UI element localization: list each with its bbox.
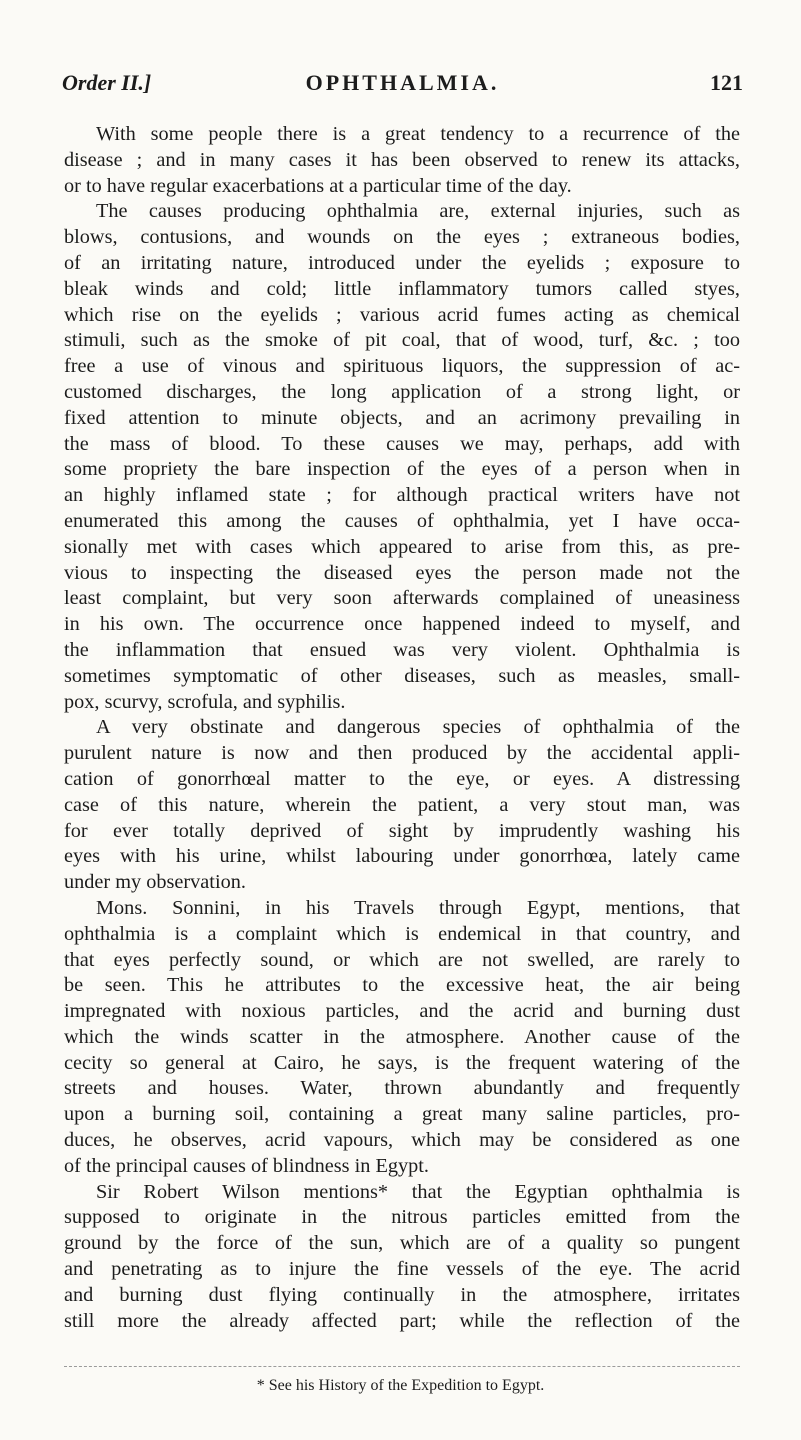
text-line: free a use of vinous and spirituous liquors, the suppression of ac-: [64, 355, 740, 378]
text-line: and burning dust flying continually in the atmosphere, irritates: [64, 1283, 740, 1306]
text-line: sometimes symptomatic of other diseases, such as measles, small-: [64, 664, 740, 687]
text-line: Sir Robert Wilson mentions* that the Egyptian ophthalmia is: [96, 1180, 740, 1203]
text-line: that eyes perfectly sound, or which are not swelled, are rarely to: [64, 948, 740, 971]
text-line: A very obstinate and dangerous species of ophthalmia of the: [96, 716, 740, 739]
text-line: and penetrating as to injure the fine vessels of the eye. The acrid: [64, 1258, 740, 1281]
text-line: some propriety the bare inspection of the eyes of a person when in: [64, 458, 740, 481]
text-line: sionally met with cases which appeared to arise from this, as pre-: [64, 535, 740, 558]
text-line: ground by the force of the sun, which are of a quality so pungent: [64, 1232, 740, 1255]
text-line: which the winds scatter in the atmosphere. Another cause of the: [64, 1025, 740, 1048]
text-line: be seen. This he attributes to the excessive heat, the air being: [64, 974, 740, 997]
running-header: [62, 70, 743, 110]
text-line: customed discharges, the long application of a strong light, or: [64, 380, 740, 403]
page-title: OPHTHALMIA.: [305, 70, 500, 95]
text-line: duces, he observes, acrid vapours, which may be considered as one: [64, 1129, 740, 1152]
text-line: or to have regular exacerbations at a particular time of the day.: [64, 174, 572, 197]
text-line: an highly inflamed state ; for although practical writers have not: [64, 484, 740, 507]
text-line: of an irritating nature, introduced under the eyelids ; exposure to: [64, 251, 740, 274]
text-line: still more the already affected part; while the reflection of the: [64, 1309, 740, 1332]
footnote: * See his History of the Expedition to Egypt.: [256, 1377, 545, 1394]
text-line: pox, scurvy, scrofula, and syphilis.: [64, 690, 346, 713]
text-line: case of this nature, wherein the patient, a very stout man, was: [64, 793, 740, 816]
body-text: [64, 122, 740, 1334]
text-line: blows, contusions, and wounds on the eyes ; extraneous bodies,: [64, 226, 740, 249]
text-line: streets and houses. Water, thrown abundantly and frequently: [64, 1077, 740, 1100]
section-label: Order II.]: [62, 70, 152, 95]
text-line: which rise on the eyelids ; various acrid fumes acting as chemical: [64, 303, 740, 326]
footnote-divider: [64, 1366, 740, 1367]
text-line: disease ; and in many cases it has been observed to renew its attacks,: [64, 148, 740, 171]
text-line: fixed attention to minute objects, and an acrimony prevailing in: [64, 406, 740, 429]
text-line: cation of gonorrhœal matter to the eye, or eyes. A distressing: [64, 767, 740, 790]
text-line: supposed to originate in the nitrous particles emitted from the: [64, 1206, 740, 1229]
text-line: impregnated with noxious particles, and the acrid and burning dust: [64, 1000, 740, 1023]
text-line: for ever totally deprived of sight by imprudently washing his: [64, 819, 740, 842]
text-line: With some people there is a great tendency to a recurrence of the: [96, 123, 740, 145]
text-line: least complaint, but very soon afterwards complained of uneasiness: [64, 587, 740, 610]
text-line: bleak winds and cold; little inflammatory tumors called styes,: [64, 277, 740, 300]
text-line: vious to inspecting the diseased eyes the person made not the: [64, 561, 740, 584]
text-line: ophthalmia is a complaint which is endemical in that country, and: [64, 922, 740, 945]
text-line: enumerated this among the causes of ophthalmia, yet I have occa-: [64, 509, 740, 532]
page-number: 121: [710, 70, 743, 95]
text-line: in his own. The occurrence once happened indeed to myself, and: [64, 613, 740, 636]
text-line: of the principal causes of blindness in Egypt.: [64, 1154, 429, 1177]
text-line: upon a burning soil, containing a great many saline particles, pro-: [64, 1103, 740, 1126]
text-line: cecity so general at Cairo, he says, is the frequent watering of the: [64, 1051, 740, 1074]
text-line: purulent nature is now and then produced by the accidental appli-: [64, 742, 740, 765]
text-line: the mass of blood. To these causes we may, perhaps, add with: [64, 432, 740, 455]
text-line: under my observation.: [64, 871, 246, 894]
text-line: stimuli, such as the smoke of pit coal, that of wood, turf, &c. ; too: [64, 329, 740, 352]
text-line: eyes with his urine, whilst labouring under gonorrhœa, lately came: [64, 845, 740, 868]
text-line: the inflammation that ensued was very violent. Ophthalmia is: [64, 638, 740, 661]
text-line: Mons. Sonnini, in his Travels through Egypt, mentions, that: [96, 896, 740, 919]
text-line: The causes producing ophthalmia are, external injuries, such as: [96, 200, 740, 223]
